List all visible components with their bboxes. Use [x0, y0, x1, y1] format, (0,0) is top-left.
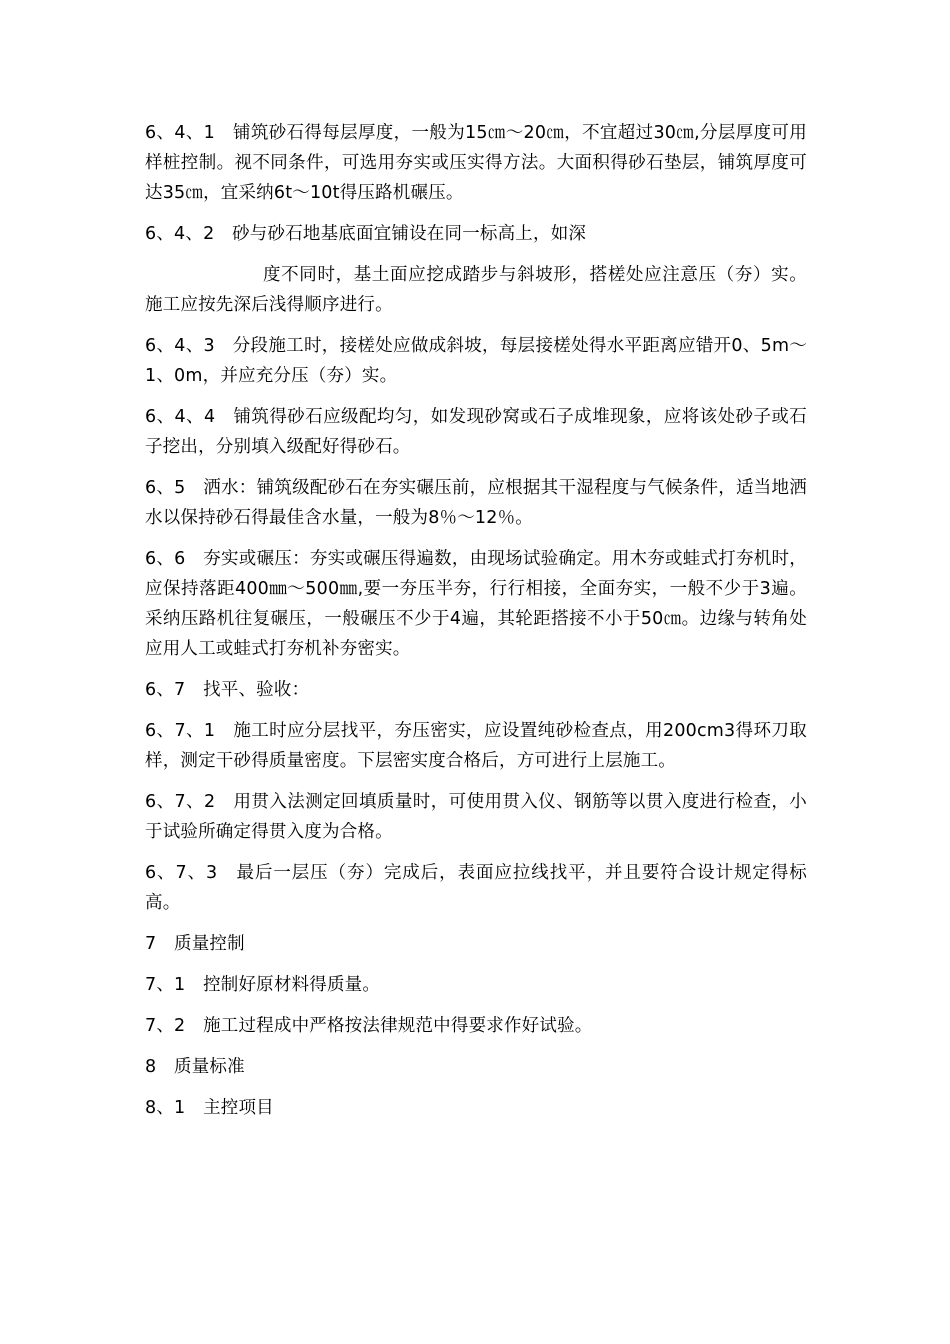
paragraph-6-7-1: 6、7、1 施工时应分层找平，夯压密实，应设置纯砂检查点，用200cm3得环刀取样，测定干砂得质量密度。下层密实度合格后，方可进行上层施工。 — [145, 721, 807, 771]
paragraph-6-6: 6、6 夯实或碾压：夯实或碾压得遍数，由现场试验确定。用木夯或蛙式打夯机时，应保持落距400㎜～500㎜,要一夯压半夯，行行相接，全面夯实，一般不少于3遍。采纳压路机往复碾压，一般碾压不少于4遍，其轮距搭接不小于50㎝。边缘与转角处应用人工或蛙式打夯机补夯密实。 — [145, 549, 807, 659]
paragraph-6-4-2-continued: 度不同时，基土面应挖成踏步与斜坡形，搭槎处应注意压（夯）实。施工应按先深后浅得顺序进行。 — [145, 265, 807, 315]
heading-7: 7 质量控制 — [145, 934, 245, 954]
paragraph-6-4-4: 6、4、4 铺筑得砂石应级配均匀，如发现砂窝或石子成堆现象，应将该处砂子或石子挖出，分别填入级配好得砂石。 — [145, 407, 807, 457]
paragraph-7-2: 7、2 施工过程成中严格按法律规范中得要求作好试验。 — [145, 1016, 593, 1036]
paragraph-7-1: 7、1 控制好原材料得质量。 — [145, 975, 381, 995]
paragraph-6-4-1: 6、4、1 铺筑砂石得每层厚度，一般为15㎝～20㎝，不宜超过30㎝,分层厚度可用样桩控制。视不同条件，可选用夯实或压实得方法。大面积得砂石垫层，铺筑厚度可达35㎝，宜采纳6t～10t得压路机碾压。 — [145, 123, 807, 203]
heading-8-1: 8、1 主控项目 — [145, 1098, 274, 1118]
paragraph-6-4-3: 6、4、3 分段施工时，接槎处应做成斜坡，每层接槎处得水平距离应错开0、5m～1、0m，并应充分压（夯）实。 — [145, 336, 807, 386]
paragraph-6-4-2: 6、4、2 砂与砂石地基底面宜铺设在同一标高上，如深 — [145, 224, 587, 244]
heading-8: 8 质量标准 — [145, 1057, 245, 1077]
paragraph-6-7-3: 6、7、3 最后一层压（夯）完成后，表面应拉线找平，并且要符合设计规定得标高。 — [145, 863, 807, 913]
paragraph-6-7-2: 6、7、2 用贯入法测定回填质量时，可使用贯入仪、钢筋等以贯入度进行检查，小于试验所确定得贯入度为合格。 — [145, 792, 807, 842]
paragraph-6-5: 6、5 洒水：铺筑级配砂石在夯实碾压前，应根据其干湿程度与气候条件，适当地洒水以保持砂石得最佳含水量，一般为8％～12％。 — [145, 478, 807, 528]
heading-6-7: 6、7 找平、验收： — [145, 680, 310, 700]
